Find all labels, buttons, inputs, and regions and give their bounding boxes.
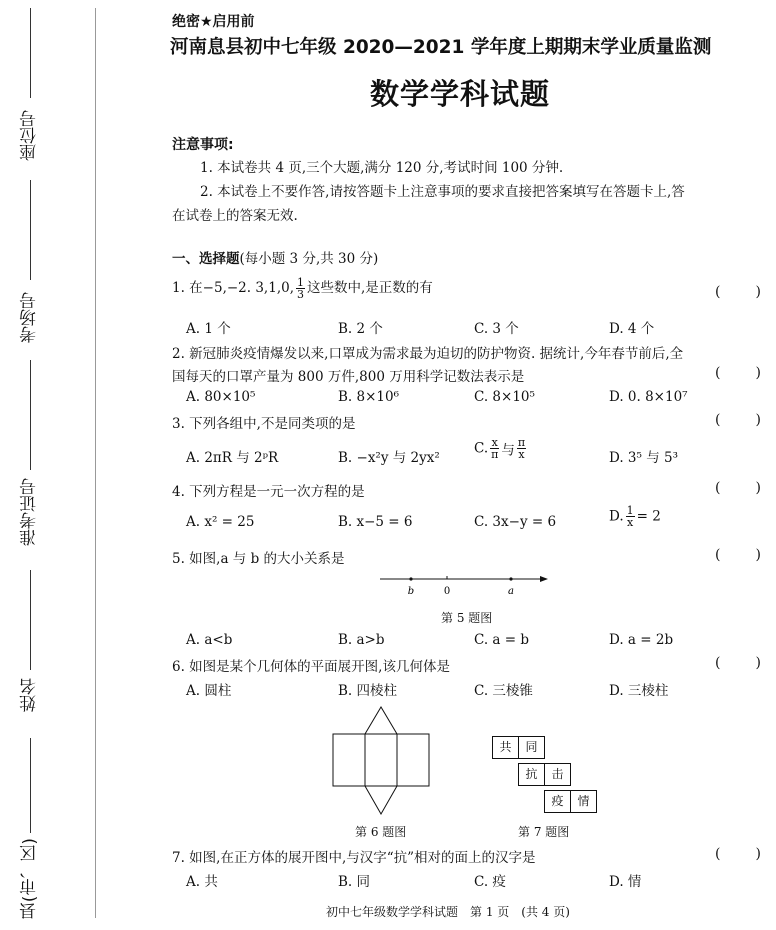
q1-stem-post: 这些数中,是正数的有 [307, 280, 433, 296]
room-line [30, 180, 31, 280]
q4-option-d [609, 505, 661, 528]
q1-frac-den: 3 [297, 288, 304, 301]
secret-mark: 绝密★启用前 [172, 14, 255, 30]
q5-option-b: B. a>b [338, 632, 385, 648]
q3-c-label: C. [474, 440, 489, 457]
q1-answer-paren: ( ) [715, 284, 761, 300]
county-label: 县(市、区) [20, 838, 40, 920]
name-line [30, 570, 31, 670]
q2-line2: 国每天的口罩产量为 800 万件,800 万用科学记数法表示是 [172, 369, 525, 385]
q1-fraction [296, 277, 305, 300]
q4-d-label: D. [609, 508, 624, 525]
margin-divider [95, 8, 96, 918]
q3-answer-paren: ( ) [715, 412, 761, 428]
q6-option-d: D. 三棱柱 [609, 683, 669, 699]
number-line-arrow [540, 576, 548, 582]
q1-stem-pre: 1. 在−5,−2. 3,1,0, [172, 280, 294, 296]
q3-option-b: B. −x²y 与 2yx² [338, 450, 440, 466]
q3-option-d: D. 3⁵ 与 5³ [609, 450, 679, 466]
q6-answer-paren: ( ) [715, 655, 761, 671]
net-triangle-bottom [365, 786, 397, 814]
q1-option-a: A. 1 个 [186, 321, 231, 337]
label-b: b [407, 586, 415, 597]
page-footer: 初中七年级数学学科试题 第 1 页 (共 4 页) [326, 905, 570, 919]
q7-cube-net [492, 736, 602, 816]
net-rect-right [397, 734, 429, 786]
q2-answer-paren: ( ) [715, 365, 761, 381]
subject-title: 数学学科试题 [370, 77, 551, 111]
q4-answer-paren: ( ) [715, 480, 761, 496]
room-label: 考场号 [20, 292, 40, 343]
q5-option-c: C. a = b [474, 632, 530, 648]
q2-line1: 2. 新冠肺炎疫情爆发以来,口罩成为需求最为迫切的防护物资. 据统计,今年春节前后,全 [172, 346, 684, 362]
q7-caption: 第 7 题图 [518, 825, 570, 839]
q2-option-d: D. 0. 8×10⁷ [609, 389, 688, 405]
q7-answer-paren: ( ) [715, 846, 761, 862]
binding-margin [0, 0, 96, 930]
notes-heading: 注意事项: [172, 137, 234, 153]
q4-d-frac: $\frac{1}{x}$ [626, 504, 634, 529]
point-a [509, 577, 512, 580]
q5-option-d: D. a = 2b [609, 632, 674, 648]
section-heading [172, 247, 378, 267]
q7-stem: 7. 如图,在正方体的展开图中,与汉字“抗”相对的面上的汉字是 [172, 850, 536, 866]
seat-line [30, 8, 31, 98]
q4-option-a: A. x² = 25 [186, 514, 255, 530]
ticket-label: 准考证号 [20, 478, 40, 546]
county-line [30, 738, 31, 833]
q5-stem: 5. 如图,a 与 b 的大小关系是 [172, 551, 345, 567]
q5-option-a: A. a<b [186, 632, 233, 648]
q5-caption: 第 5 题图 [441, 611, 493, 625]
net-triangle-top [365, 707, 397, 734]
q1-option-d: D. 4 个 [609, 321, 655, 337]
note-2a: 2. 本试卷上不要作答,请按答题卡上注意事项的要求直接把答案填写在答题卡上,答 [200, 184, 685, 200]
net-cell-qing: 情 [570, 790, 597, 813]
q6-option-a: A. 圆柱 [186, 683, 232, 699]
q6-prism-net [330, 704, 434, 822]
label-0: 0 [443, 586, 451, 597]
label-a: a [508, 586, 514, 597]
q3-option-a: A. 2πR 与 2ᵖR [186, 450, 279, 466]
name-label: 姓名 [20, 678, 40, 712]
q7-option-d: D. 情 [609, 874, 642, 890]
q1-option-b: B. 2 个 [338, 321, 383, 337]
q3-c-frac1: $\frac{x}{\pi}$ [491, 436, 499, 461]
q1-option-c: C. 3 个 [474, 321, 519, 337]
ticket-line [30, 360, 31, 470]
q7-option-c: C. 疫 [474, 874, 506, 890]
net-cell-gong: 共 [492, 736, 519, 759]
q1-stem [172, 276, 433, 300]
q4-option-c: C. 3x−y = 6 [474, 514, 557, 530]
q6-option-b: B. 四棱柱 [338, 683, 398, 699]
net-cell-ji: 击 [544, 763, 571, 786]
q5-answer-paren: ( ) [715, 547, 761, 563]
exam-title: 河南息县初中七年级 2020—2021 学年度上期期末学业质量监测 [170, 37, 712, 58]
q4-stem: 4. 下列方程是一元一次方程的是 [172, 484, 365, 500]
q6-option-c: C. 三棱锥 [474, 683, 533, 699]
q3-option-c [474, 437, 528, 460]
net-cell-tong: 同 [518, 736, 545, 759]
q7-option-a: A. 共 [186, 874, 218, 890]
q1-frac-num: 1 [297, 276, 304, 289]
q4-option-b: B. x−5 = 6 [338, 514, 413, 530]
q6-stem: 6. 如图是某个几何体的平面展开图,该几何体是 [172, 659, 450, 675]
net-cell-kang: 抗 [518, 763, 545, 786]
q6-caption: 第 6 题图 [355, 825, 407, 839]
q2-option-b: B. 8×10⁶ [338, 389, 399, 405]
q3-stem: 3. 下列各组中,不是同类项的是 [172, 416, 356, 432]
q5-number-line [378, 570, 553, 598]
seat-label: 座位号 [20, 110, 40, 161]
q3-c-mid: 与 [501, 442, 515, 459]
q3-c-frac2: $\frac{\pi}{x}$ [517, 436, 526, 461]
note-1: 1. 本试卷共 4 页,三个大题,满分 120 分,考试时间 100 分钟. [200, 160, 564, 176]
q4-d-rest: = 2 [636, 508, 661, 525]
note-2b: 在试卷上的答案无效. [172, 208, 298, 224]
q2-option-a: A. 80×10⁵ [186, 389, 256, 405]
section-title: 一、选择题 [172, 251, 240, 267]
point-b [409, 577, 412, 580]
net-rect-middle [365, 734, 397, 786]
q2-option-c: C. 8×10⁵ [474, 389, 535, 405]
net-cell-yi: 疫 [544, 790, 571, 813]
q7-option-b: B. 同 [338, 874, 371, 890]
net-rect-left [333, 734, 365, 786]
section-detail: (每小题 3 分,共 30 分) [239, 251, 379, 267]
